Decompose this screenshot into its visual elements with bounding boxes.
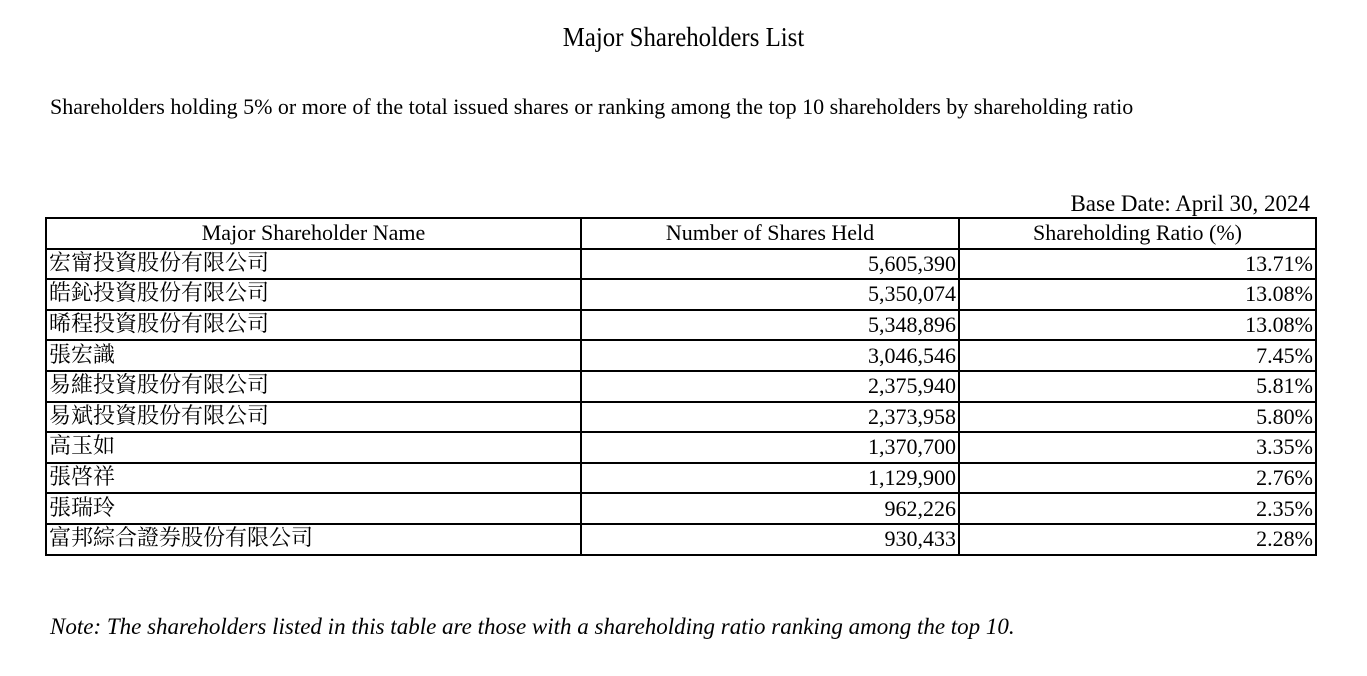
shareholding-ratio-cell: 7.45%: [959, 340, 1316, 371]
table-row: [46, 340, 1316, 371]
page-title: Major Shareholders List: [562, 22, 805, 52]
shareholding-ratio-cell: 2.28%: [959, 524, 1316, 555]
table-row: [46, 524, 1316, 555]
table-row: [46, 371, 1316, 402]
table-header-row: [46, 218, 1316, 249]
header-shareholder-name: Major Shareholder Name: [46, 218, 581, 249]
shares-held-cell: 3,046,546: [581, 340, 959, 371]
shareholder-name-cell: 富邦綜合證券股份有限公司: [46, 524, 581, 555]
shares-held-cell: 930,433: [581, 524, 959, 555]
shares-held-cell: 5,348,896: [581, 310, 959, 341]
shares-held-cell: 5,350,074: [581, 279, 959, 310]
shareholder-name-cell: 皓鈊投資股份有限公司: [46, 279, 581, 310]
shareholder-name-cell: 易斌投資股份有限公司: [46, 402, 581, 433]
base-date: Base Date: April 30, 2024: [1070, 191, 1310, 216]
table-row: [46, 463, 1316, 494]
shares-held-cell: 1,370,700: [581, 432, 959, 463]
shares-held-cell: 2,375,940: [581, 371, 959, 402]
shareholder-name-cell: 高玉如: [46, 432, 581, 463]
shareholders-table: [45, 217, 1317, 556]
shares-held-cell: 962,226: [581, 493, 959, 524]
footnote: Note: The shareholders listed in this table are those with a shareholding ratio ranking among the top 10.: [50, 614, 1015, 639]
table-row: [46, 249, 1316, 280]
shareholder-name-cell: 張啓祥: [46, 463, 581, 494]
shareholder-name-cell: 宏甯投資股份有限公司: [46, 249, 581, 280]
header-shares-held: Number of Shares Held: [581, 218, 959, 249]
header-shareholding-ratio: Shareholding Ratio (%): [959, 218, 1316, 249]
shareholding-ratio-cell: 3.35%: [959, 432, 1316, 463]
shareholding-ratio-cell: 5.80%: [959, 402, 1316, 433]
shareholder-name-cell: 張宏識: [46, 340, 581, 371]
table-row: [46, 310, 1316, 341]
table-row: [46, 493, 1316, 524]
shareholding-ratio-cell: 5.81%: [959, 371, 1316, 402]
shareholding-ratio-cell: 13.08%: [959, 279, 1316, 310]
shareholding-ratio-cell: 2.76%: [959, 463, 1316, 494]
shares-held-cell: 5,605,390: [581, 249, 959, 280]
shareholding-ratio-cell: 13.71%: [959, 249, 1316, 280]
table-row: [46, 279, 1316, 310]
shareholding-ratio-cell: 13.08%: [959, 310, 1316, 341]
shareholder-name-cell: 張瑞玲: [46, 493, 581, 524]
subtitle: Shareholders holding 5% or more of the total issued shares or ranking among the top 10 shareholders by shareholding ratio: [50, 94, 1134, 119]
table-row: [46, 402, 1316, 433]
table-row: [46, 432, 1316, 463]
shareholder-name-cell: 易維投資股份有限公司: [46, 371, 581, 402]
shares-held-cell: 1,129,900: [581, 463, 959, 494]
shares-held-cell: 2,373,958: [581, 402, 959, 433]
shareholding-ratio-cell: 2.35%: [959, 493, 1316, 524]
shareholder-name-cell: 晞程投資股份有限公司: [46, 310, 581, 341]
